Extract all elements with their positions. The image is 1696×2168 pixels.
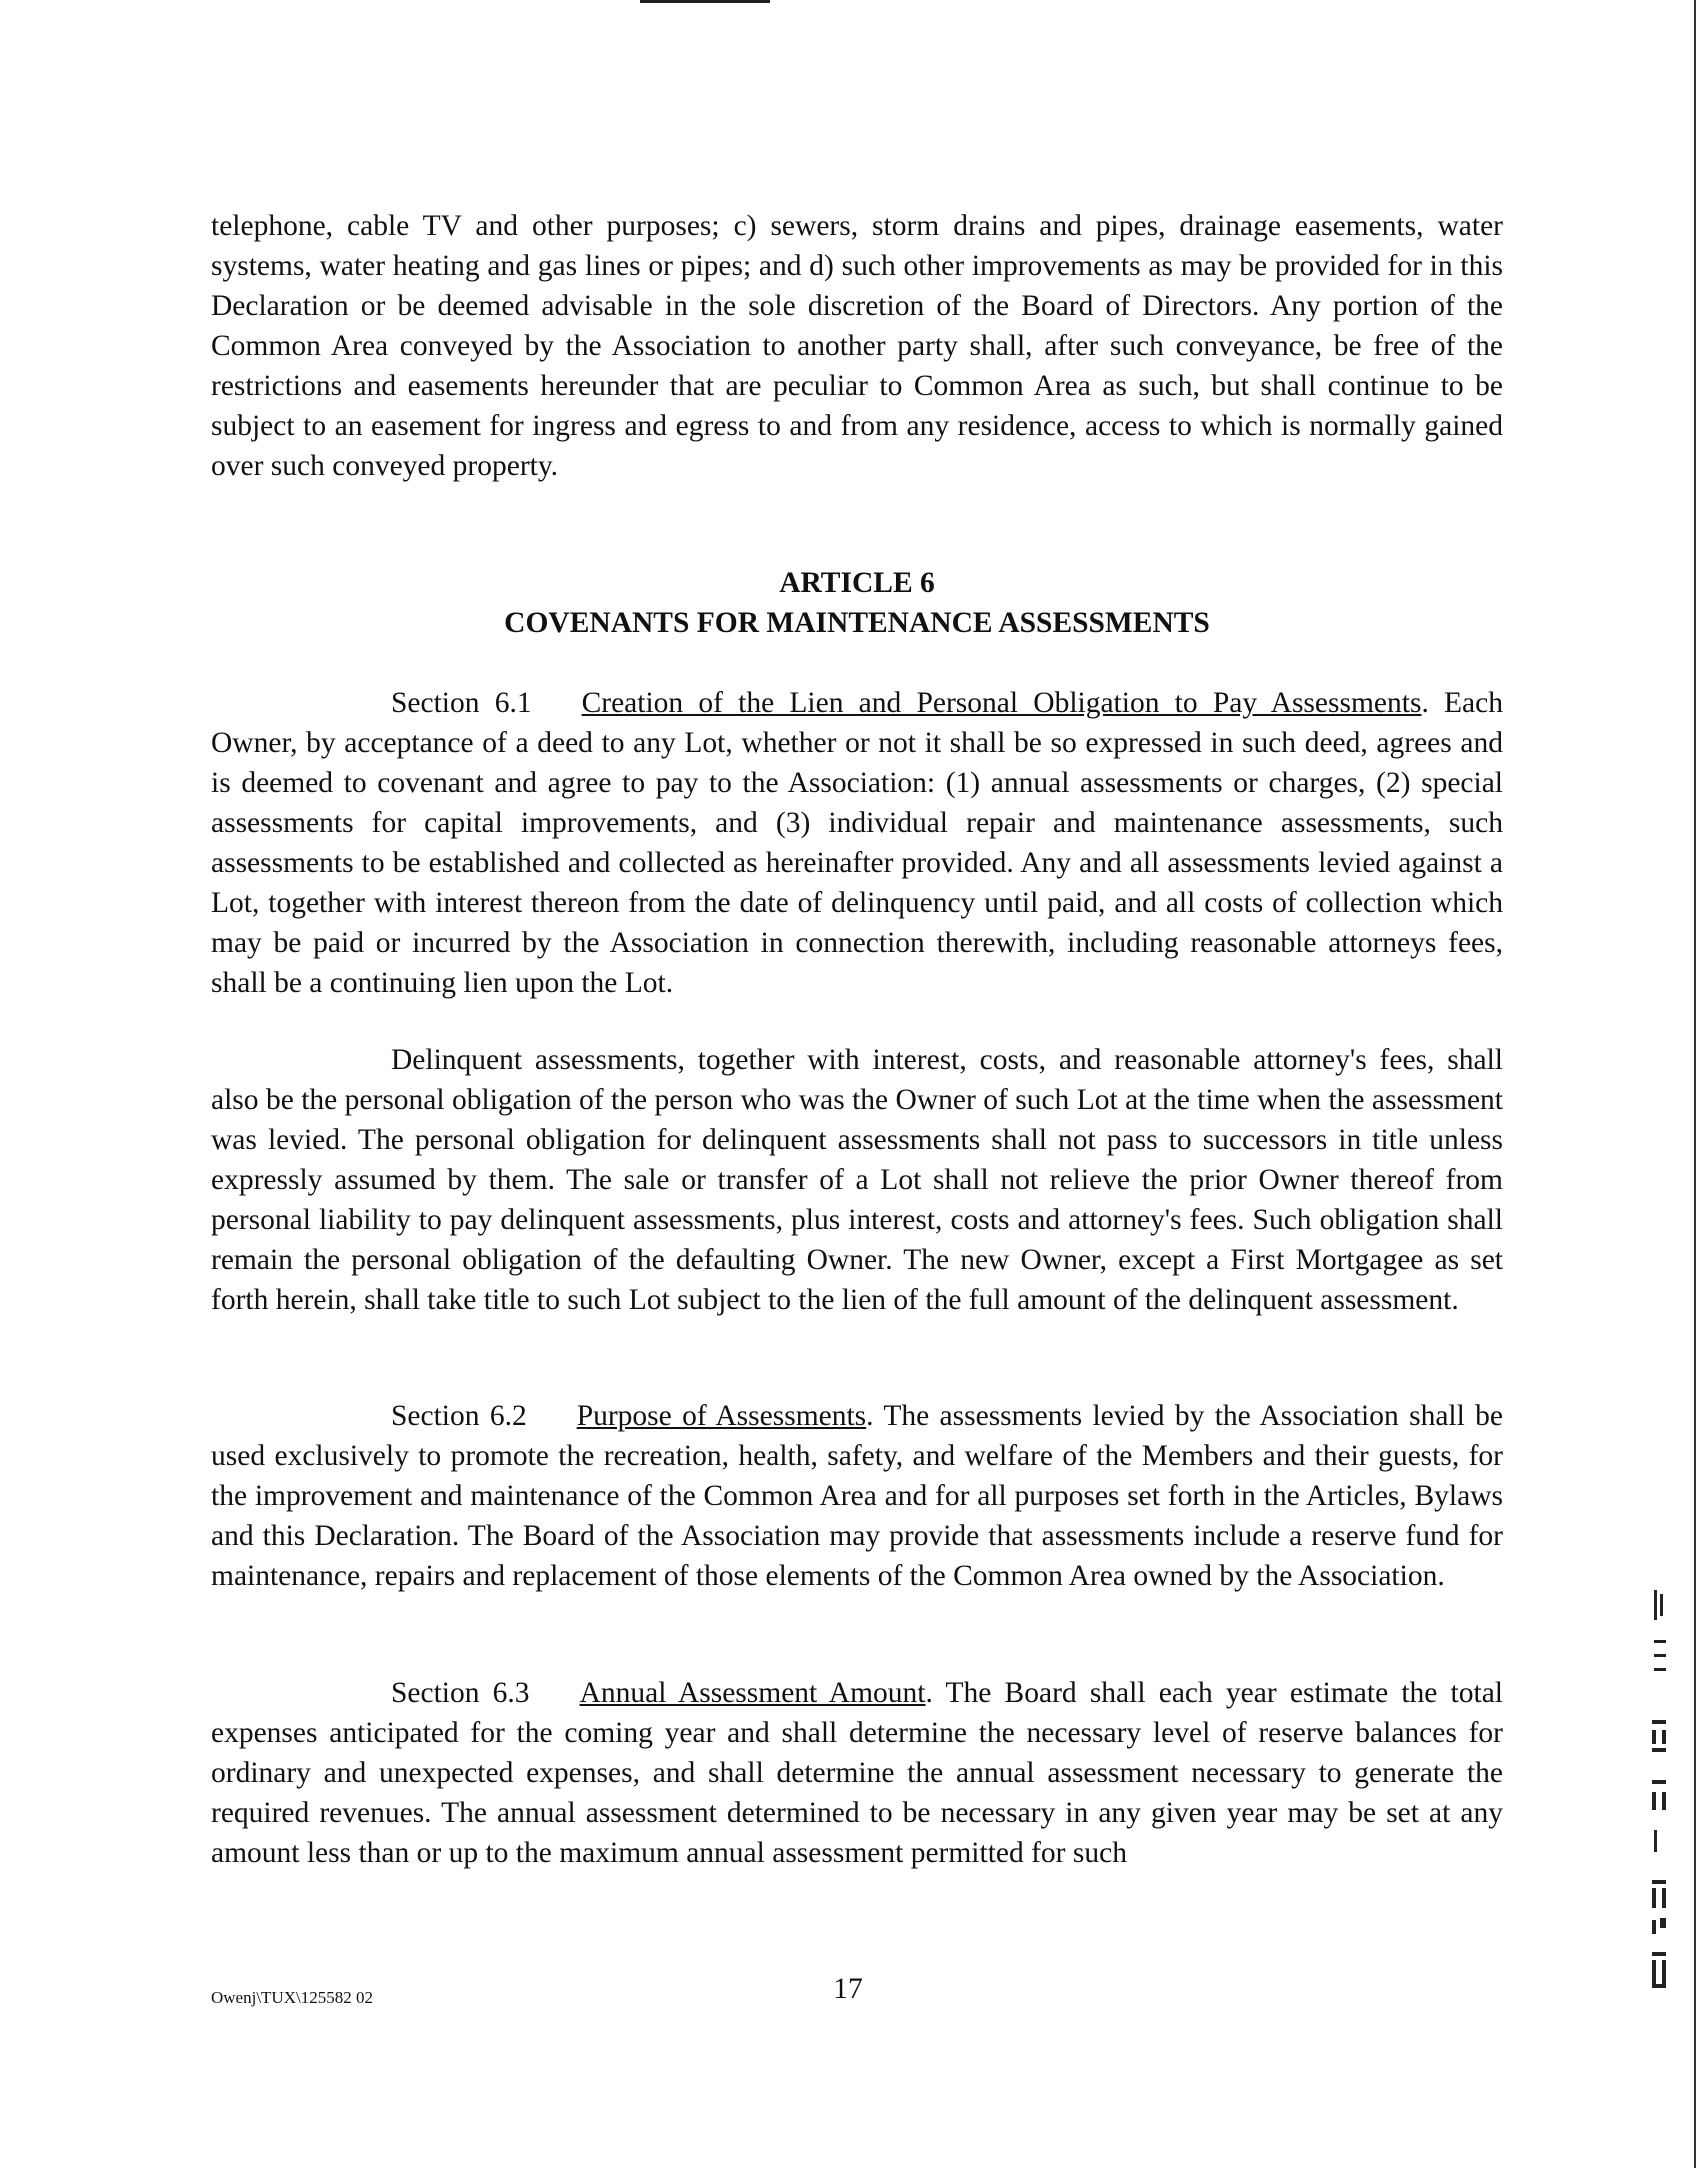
delinquent-body: Delinquent assessments, together with interest, costs, and reasonable attorney's fees, shall also be the personal obligation of the person who was the Owner of such Lot at the time when the assessment was levied. The personal obligation for delinquent assessments shall not pass to successors in title unless expressly assumed by them. The sale or transfer of a Lot shall not relieve the prior Owner thereof from personal liability to pay delinquent assessments, plus interest, costs and attorney's fees. Such obligation shall remain the personal obligation of the defaulting Owner. The new Owner, except a First Mortgagee as set forth herein, shall take title to such Lot subject to the lien of the full amount of the delinquent assessment. xyxy=(211,1044,1503,1316)
article-title: COVENANTS FOR MAINTENANCE ASSESSMENTS xyxy=(504,607,1210,639)
section-6-3-label: Section 6.3 xyxy=(391,1677,530,1709)
section-6-1-body: . Each Owner, by acceptance of a deed to any Lot, whether or not it shall be so expressed in such deed, agrees and is deemed to covenant and agree to pay to the Association: (1) annual assessments or charges, (2) special assessments for capital improvements, and (3) individual repair and maintenance assessments, such assessments to be established and collected as hereinafter provided. Any and all assessments levied against a Lot, together with interest thereon from the date of delinquency until paid, and all costs of collection which may be paid or incurred by the Association in connection therewith, including reasonable attorneys fees, shall be a continuing lien upon the Lot. xyxy=(211,687,1503,999)
section-6-2-paragraph xyxy=(211,1396,1503,1596)
section-6-3-heading: Annual Assessment Amount xyxy=(579,1677,926,1709)
section-6-2-heading: Purpose of Assessments xyxy=(576,1400,867,1432)
delinquent-assessments-paragraph xyxy=(211,1040,1503,1320)
page-number: 17 xyxy=(833,1973,863,2005)
recording-stamp-image xyxy=(1640,1580,1680,2000)
article-heading xyxy=(211,563,1503,643)
section-6-1-paragraph xyxy=(211,683,1503,1003)
footer-doc-id: Owenj\TUX\125582 02 xyxy=(211,1988,373,2007)
scan-edge-mark xyxy=(640,0,770,3)
section-6-1-label: Section 6.1 xyxy=(391,687,532,719)
section-6-3-body: . The Board shall each year estimate the total expenses anticipated for the coming year and shall determine the necessary level of reserve balances for ordinary and unexpected expenses, and shall determine the annual assessment necessary to generate the required revenues. The annual assessment determined to be necessary in any given year may be set at any amount less than or up to the maximum annual assessment permitted for such xyxy=(211,1677,1503,1869)
section-6-2-label: Section 6.2 xyxy=(391,1400,527,1432)
section-6-2-body: . The assessments levied by the Association shall be used exclusively to promote the recreation, health, safety, and welfare of the Members and their guests, for the improvement and maintenance of the Common Area and for all purposes set forth in the Articles, Bylaws and this Declaration. The Board of the Association may provide that assessments include a reserve fund for maintenance, repairs and replacement of those elements of the Common Area owned by the Association. xyxy=(211,1400,1503,1592)
article-number: ARTICLE 6 xyxy=(779,567,935,599)
section-6-1-heading: Creation of the Lien and Personal Obligation to Pay Assessments xyxy=(581,687,1422,719)
section-6-3-paragraph xyxy=(211,1673,1503,1873)
continuation-paragraph: telephone, cable TV and other purposes; c) sewers, storm drains and pipes, drainage easements, water systems, water heating and gas lines or pipes; and d) such other improvements as may be provided for in this Declaration or be deemed advisable in the sole discretion of the Board of Directors. Any portion of the Common Area conveyed by the Association to another party shall, after such conveyance, be free of the restrictions and easements hereunder that are peculiar to Common Area as such, but shall continue to be subject to an easement for ingress and egress to and from any residence, access to which is normally gained over such conveyed property. xyxy=(211,210,1503,482)
